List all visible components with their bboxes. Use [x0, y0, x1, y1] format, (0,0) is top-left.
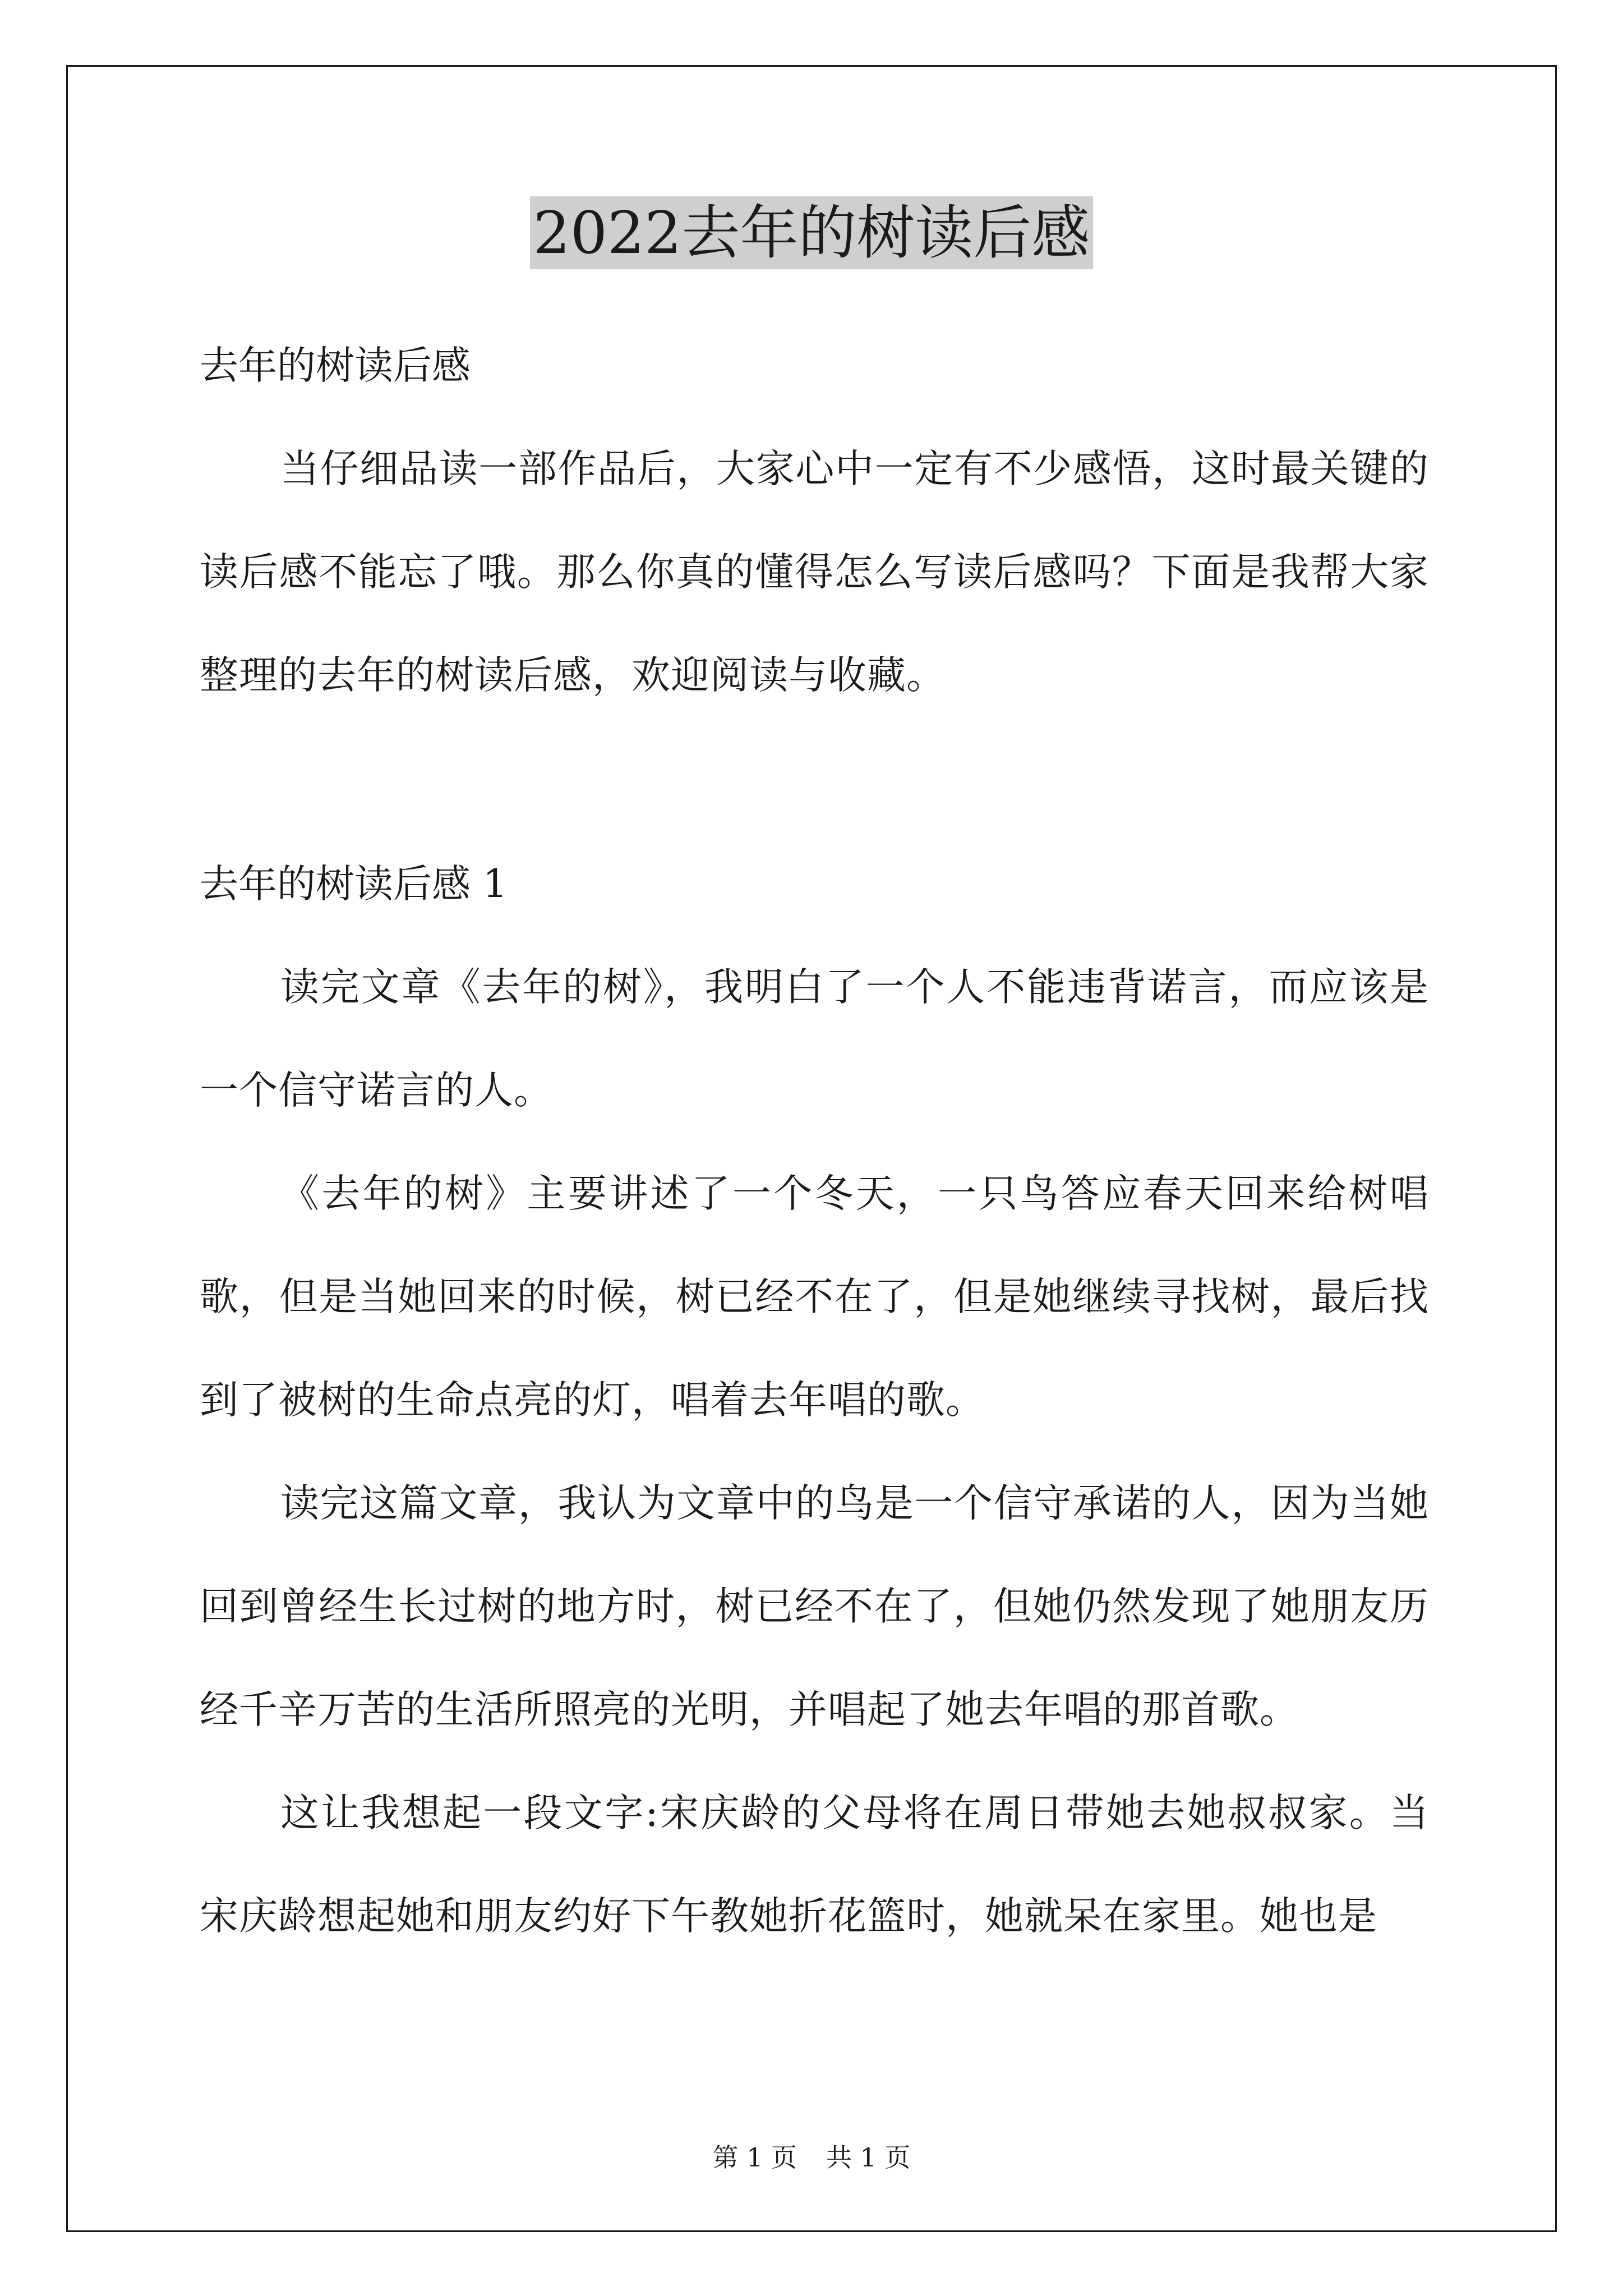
document-title [0, 200, 1623, 267]
body-paragraph: 《去年的树》主要讲述了一个冬天，一只鸟答应春天回来给树唱歌，但是当她回来的时候，树已经不在了，但是她继续寻找树，最后找到了被树的生命点亮的灯，唱着去年唱的歌。 [200, 1171, 1429, 1423]
document-title-text: 2022去年的树读后感 [530, 196, 1094, 269]
section-spacer [200, 727, 1429, 832]
page-footer [0, 2141, 1623, 2174]
document-body [200, 314, 1429, 1968]
body-paragraph: 读完这篇文章，我认为文章中的鸟是一个信守承诺的人，因为当她回到曾经生长过树的地方时，树已经不在了，但她仍然发现了她朋友历经千辛万苦的生活所照亮的光明，并唱起了她去年唱的那首歌。 [200, 1481, 1429, 1732]
body-paragraph: 读完文章《去年的树》，我明白了一个人不能违背诺言，而应该是一个信守诺言的人。 [200, 965, 1429, 1113]
page-number: 第 1 页 [712, 2142, 797, 2173]
body-paragraph: 这让我想起一段文字:宋庆龄的父母将在周日带她去她叔叔家。当宋庆龄想起她和朋友约好下午教她折花篮时，她就呆在家里。她也是 [200, 1791, 1429, 1939]
subtitle: 去年的树读后感 [200, 343, 471, 388]
page-total: 共 1 页 [826, 2142, 911, 2173]
intro-paragraph: 当仔细品读一部作品后，大家心中一定有不少感悟，这时最关键的读后感不能忘了哦。那么你真的懂得怎么写读后感吗？下面是我帮大家整理的去年的树读后感，欢迎阅读与收藏。 [200, 447, 1429, 698]
section-heading: 去年的树读后感 1 [200, 862, 508, 907]
